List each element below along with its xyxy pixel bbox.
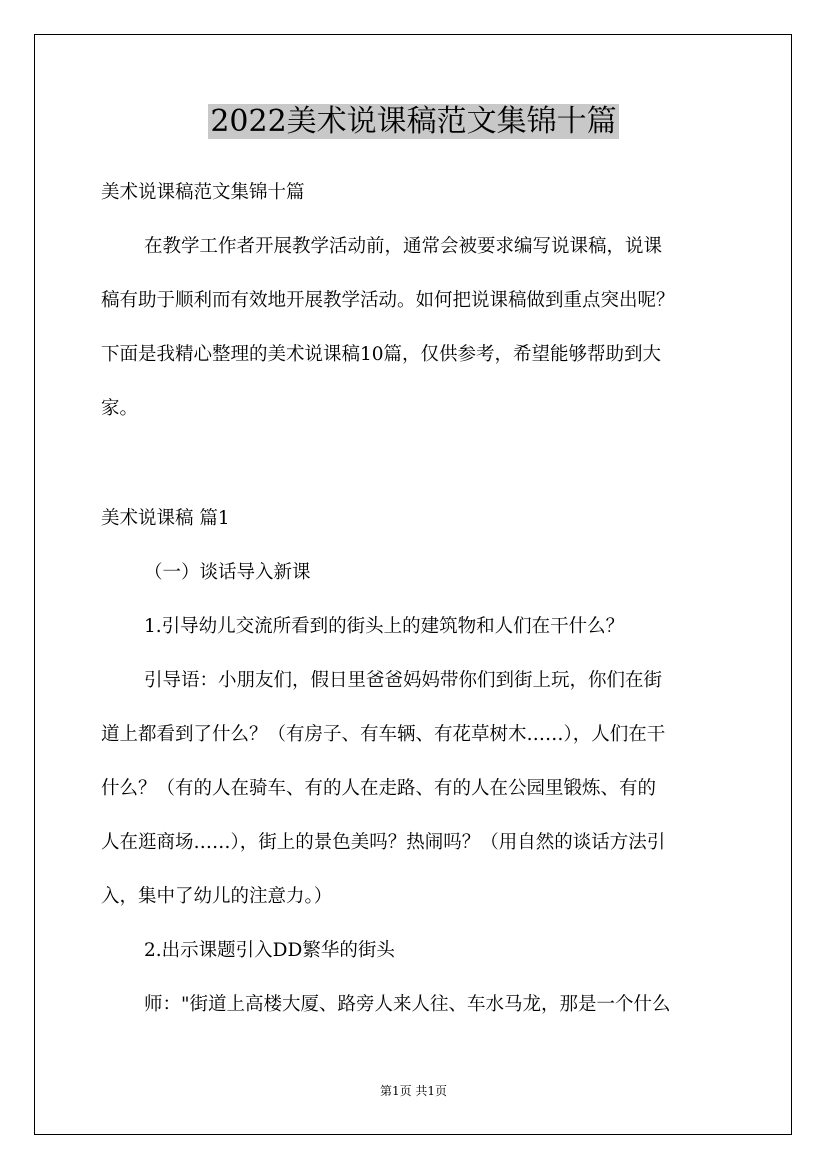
body-line: 入，集中了幼儿的注意力。） [101, 886, 333, 907]
intro-line: 稿有助于顺利而有效地开展教学活动。如何把说课稿做到重点突出呢？ [101, 290, 675, 311]
body-line: 人在逛商场……），街上的景色美吗？热闹吗？（用自然的谈话方法引 [101, 832, 666, 853]
body-line: 师："街道上高楼大厦、路旁人来人往、车水马龙，那是一个什么 [144, 994, 671, 1015]
body-line: 引导语：小朋友们，假日里爸爸妈妈带你们到街上玩，你们在街 [144, 670, 663, 691]
page-footer: 第1页 共1页 [379, 1084, 448, 1098]
document-title-text: 2022美术说课稿范文集锦十篇 [210, 104, 617, 139]
intro-line: 下面是我精心整理的美术说课稿10篇，仅供参考，希望能够帮助到大 [101, 344, 662, 365]
body-line: 道上都看到了什么？（有房子、有车辆、有花草树木……），人们在干 [101, 724, 666, 745]
body-line: 1.引导幼儿交流所看到的街头上的建筑物和人们在干什么？ [144, 616, 625, 637]
intro-line: 在教学工作者开展教学活动前，通常会被要求编写说课稿，说课 [144, 236, 663, 257]
body-line: （一）谈话导入新课 [144, 562, 311, 583]
intro-line: 家。 [101, 398, 139, 419]
document-subtitle: 美术说课稿范文集锦十篇 [101, 182, 305, 203]
body-line: 什么？（有的人在骑车、有的人在走路、有的人在公园里锻炼、有的 [101, 778, 657, 799]
body-line: 2.出示课题引入DD繁华的街头 [144, 940, 395, 961]
section-heading: 美术说课稿 篇1 [101, 508, 230, 529]
document-title [0, 100, 827, 144]
